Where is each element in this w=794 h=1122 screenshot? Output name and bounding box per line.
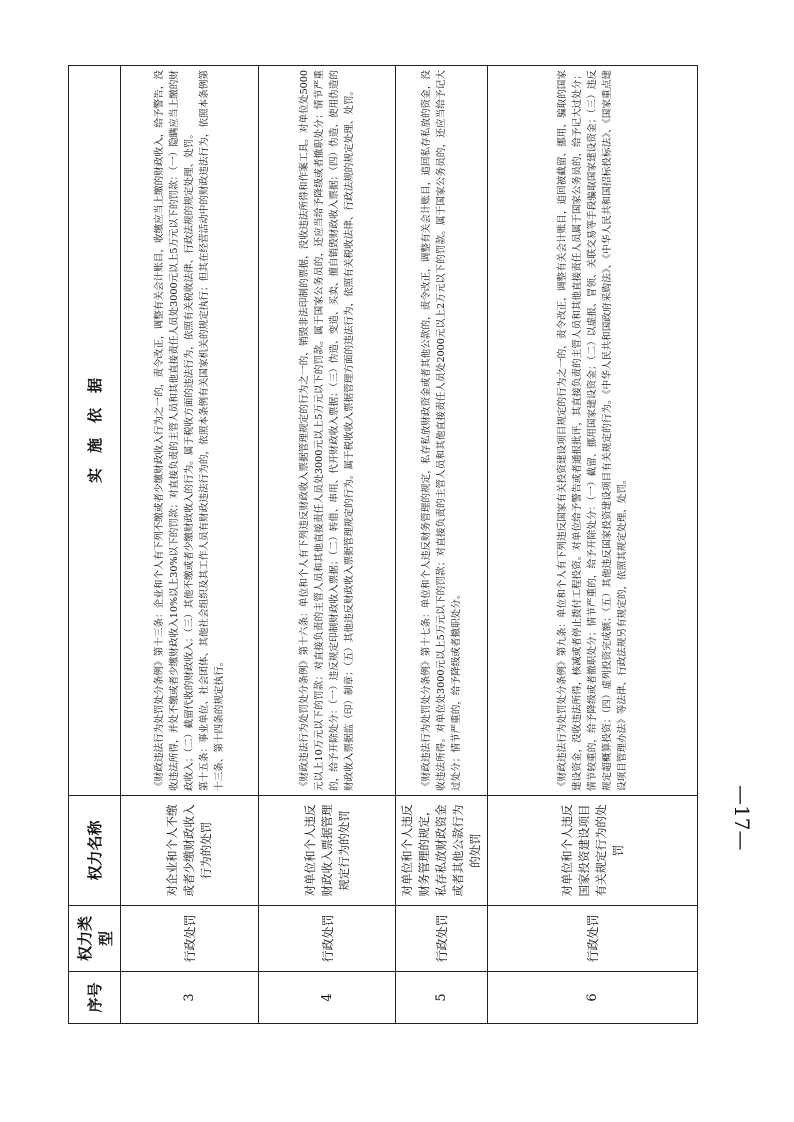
header-basis: 实 施 依 据 (69, 66, 121, 796)
basis-paragraph: 《财政违法行为处罚处分条例》第九条：单位和个人有下列违反国家有关投资建设项目规定的行为之一的，责令改正，调整有关会计账目，追回被截留、挪用、骗取的国家建设资金，没收违法所得，核减或者停止拨付工程投资。对单位给予警告或者通报批评，其直接负责的主管人员和其他直接责任人员属于国家公务员的，给予记大过处分；情节较重的，给予降级或者撤职处分；情节严重的，给予开除处分：（一）截留、挪用国家建设资金；（二）以虚报、冒领、关联交易等手段骗取国家建设资金；（三）违反规定超概算投资；（四）虚列投资完成额；（五）其他违反国家投资建设项目有关规定的行为。《中华人民共和国政府采购法》、《中华人民共和国招标投标法》、《国家重点建设项目管理办法》等法律、行政法规另有规定的，依照其规定处理、处罚。 (557, 70, 628, 791)
powers-table (68, 65, 698, 1024)
row-type: 行政处罚 (488, 906, 698, 972)
row-type: 行政处罚 (396, 906, 488, 972)
header-name: 权力名称 (69, 796, 121, 906)
table-header-row (69, 66, 121, 1024)
basis-paragraph: 《财政违法行为处罚处分条例》第十六条：单位和个人有下列违反财政收入票据管理规定的行为之一的，销毁非法印制的票据，没收违法所得和作案工具。对单位处5000元以上10万元以下的罚款；对直接负责的主管人员和其他直接责任人员处3000元以上5万元以下的罚款。属于国家公务员的，还应当给予降级或者撤职处分；情节严重的，给予开除处分：（一）违反规定印制财政收入票据；（二）转借、串用、代开财政收入票据；（三）伪造、变造、买卖、擅自销毁财政收入票据；（四）伪造、使用伪造的财政收入票据监（印）制章；（五）其他违反财政收入票据管理规定的行为。属于税收收入票据管理方面的违法行为，依照有关税收法律、行政法规的规定处理、处罚。 (299, 70, 355, 791)
header-no: 序号 (69, 972, 121, 1024)
table-row (396, 66, 488, 1024)
header-type: 权力类型 (69, 906, 121, 972)
row-name: 对企业和个人不缴或者少缴财政收入行为的处罚 (121, 796, 259, 906)
row-name: 对单位和个人违反国家投资建设项目有关规定行为的处罚 (488, 796, 698, 906)
row-basis (259, 66, 396, 796)
row-basis (488, 66, 698, 796)
row-no: 3 (121, 972, 259, 1024)
page-number: —17— (730, 785, 754, 851)
table-row (121, 66, 259, 1024)
basis-paragraph: 《财政违法行为处罚处分条例》第十七条：单位和个人违反财务管理的规定，私存私放财政资金或者其他公款的，责令改正，调整有关会计账目，追回私存私放的资金，没收违法所得。对单位处3000元以上5万元以下的罚款；对直接负责的主管人员和其他直接责任人员处2000元以上2万元以下的罚款。属于国家公务员的，还应当给予记大过处分；情节严重的，给予降级或者撤职处分。 (421, 70, 462, 791)
basis-paragraph: 《财政违法行为处罚处分条例》第十三条：企业和个人有下列不缴或者少缴财政收入行为之一的，责令改正，调整有关会计账目，收缴应当上缴的财政收入，给予警告，没收违法所得，并处不缴或者少缴财政收入10%以上30%以下的罚款；对直接负责的主管人员和其他直接责任人员处3000元以上5万元以下的罚款：（一）隐瞒应当上缴的财政收入；（二）截留代收的财政收入；（三）其他不缴或者少缴财政收入的行为。属于税收方面的违法行为，依照有关税收法律、行政法规的规定处理、处罚。 (154, 70, 195, 791)
row-no: 4 (259, 972, 396, 1024)
row-no: 6 (488, 972, 698, 1024)
rotated-page-content (68, 66, 688, 1024)
row-name: 对单位和个人违反财务管理的规定，私存私放财政资金或者其他公款行为的处罚 (396, 796, 488, 906)
row-type: 行政处罚 (259, 906, 396, 972)
row-basis (396, 66, 488, 796)
table-row (488, 66, 698, 1024)
row-type: 行政处罚 (121, 906, 259, 972)
row-no: 5 (396, 972, 488, 1024)
row-basis (121, 66, 259, 796)
basis-paragraph: 第十五条：事业单位、社会团体、其他社会组织及其工作人员有财政违法行为的，依照本条例有关国家机关的规定执行；但其在经营活动中的财政违法行为，依照本条例第十三条、第十四条的规定执行。 (199, 70, 225, 791)
row-name: 对单位和个人违反财政收入票据管理规定行为的处罚 (259, 796, 396, 906)
table-row (259, 66, 396, 1024)
